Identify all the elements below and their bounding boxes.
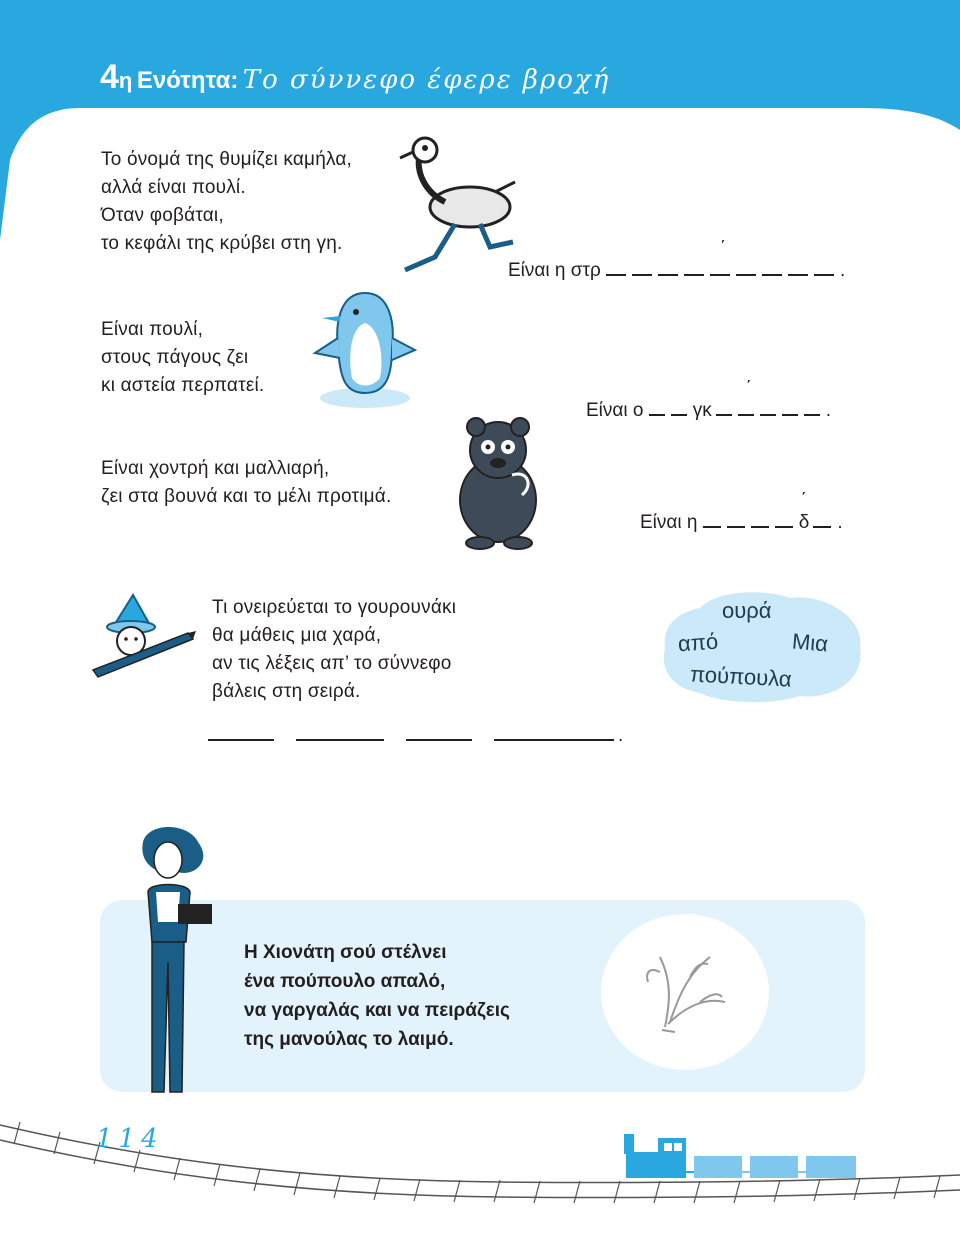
poem-line: Η Χιονάτη σού στέλνει: [244, 942, 447, 963]
snow-white-poem: [244, 938, 510, 1054]
gnome-pencil-illustration: [88, 585, 198, 680]
riddle-line: κι αστεία περπατεί.: [101, 375, 265, 396]
answer-period: .: [840, 260, 846, 281]
riddle-ostrich-answer: [508, 238, 846, 282]
accent-mark: ΄: [800, 490, 807, 510]
poem-line: ένα πούπουλο απαλό,: [244, 971, 446, 992]
bear-illustration: [452, 415, 544, 550]
cloud-word: Μια: [791, 628, 830, 657]
answer-period: .: [837, 512, 843, 533]
riddle-line: θα μάθεις μια χαρά,: [212, 625, 382, 646]
unit-title: [100, 58, 610, 97]
riddle-line: Είναι πουλί,: [101, 319, 204, 340]
unit-number-suffix: η: [118, 68, 133, 93]
riddle-line: αν τις λέξεις απ’ το σύννεφο: [212, 653, 452, 674]
ostrich-illustration: [395, 132, 525, 282]
riddle-line: βάλεις στη σειρά.: [212, 681, 361, 702]
riddle-line: Το όνομά της θυμίζει καμήλα,: [101, 149, 353, 170]
riddle-line: στους πάγους ζει: [101, 347, 249, 368]
riddle-bear-answer: [640, 490, 843, 534]
answer-letters: γκ: [692, 400, 712, 421]
pig-riddle-text: [212, 594, 456, 706]
riddle-line: Είναι χοντρή και μαλλιαρή,: [101, 458, 330, 479]
answer-prefix: Είναι η στρ: [508, 260, 601, 281]
cloud-word: ουρά: [722, 598, 772, 623]
cloud-word: από: [677, 628, 719, 657]
feather-oval: [600, 912, 770, 1072]
riddle-line: Τι ονειρεύεται το γουρουνάκι: [212, 597, 457, 618]
poem-line: να γαργαλάς και να πειράζεις: [244, 1000, 510, 1021]
cloud-word: πούπουλα: [689, 661, 793, 692]
poem-line: της μανούλας το λαιμό.: [244, 1029, 454, 1050]
riddle-line: ζει στα βουνά και το μέλι προτιμά.: [101, 486, 392, 507]
riddle-line: το κεφάλι της κρύβει στη γη.: [101, 233, 343, 254]
snow-white-illustration: [118, 822, 228, 1102]
accent-mark: ΄: [720, 238, 727, 258]
answer-letters: δ: [798, 512, 810, 533]
train-illustration: [618, 1134, 863, 1184]
riddle-line: Όταν φοβάται,: [101, 205, 224, 226]
answer-period: .: [825, 400, 832, 421]
answer-period: .: [618, 725, 624, 746]
answer-prefix: Είναι η: [640, 512, 698, 533]
riddle-ostrich-text: [101, 146, 352, 258]
riddle-penguin-text: [101, 316, 264, 400]
riddle-line: αλλά είναι πουλί.: [101, 177, 246, 198]
page-number: 114: [96, 1124, 164, 1154]
penguin-illustration: [310, 288, 420, 413]
riddle-bear-text: [101, 455, 391, 511]
unit-subtitle: Το σύννεφο έφερε βροχή: [242, 65, 611, 95]
pig-riddle-answer: [208, 725, 623, 747]
unit-number: 4: [100, 58, 119, 96]
unit-label: Ενότητα:: [136, 67, 239, 94]
accent-mark: ΄: [745, 378, 752, 398]
answer-prefix: Είναι ο: [586, 400, 644, 421]
riddle-penguin-answer: [586, 378, 832, 422]
